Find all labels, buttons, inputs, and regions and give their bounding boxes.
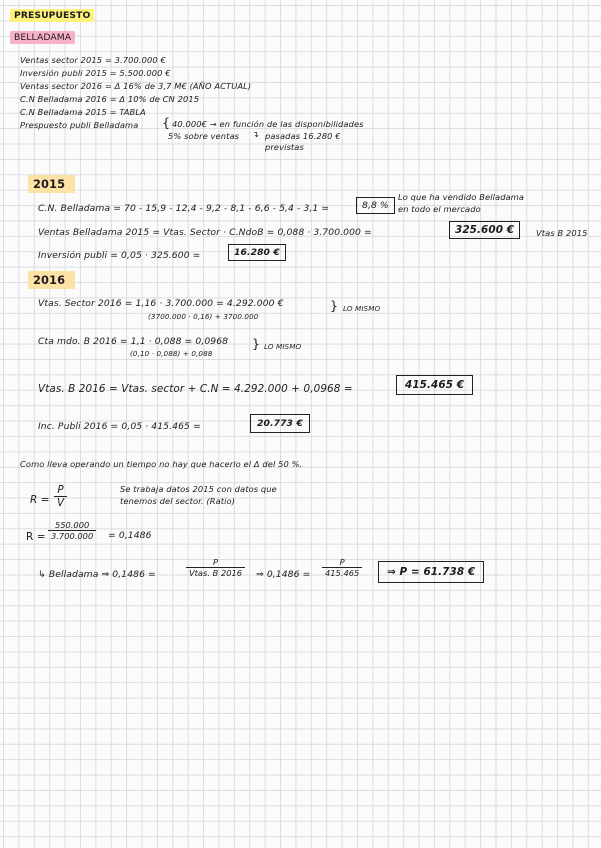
- data-line-4: C.N Belladama 2016 = Δ 10% de CN 2015: [20, 94, 200, 104]
- inc-publi-2016-result: 20.773 €: [250, 418, 310, 429]
- final-result: ⇒ P = 61.738 €: [378, 566, 484, 578]
- cn-note-1: Lo que ha vendido Belladama: [398, 192, 525, 202]
- cn-2016-sub: (0,10 · 0,088) + 0,088: [130, 349, 213, 358]
- calc-result: = 0,1486: [108, 530, 152, 541]
- final-denominator-2: 415.465: [325, 568, 360, 578]
- final-fraction-2: [322, 557, 362, 578]
- data-line-6: Prespuesto publi Belladama: [20, 120, 139, 130]
- final-prefix: ↳ Belladama ⇒ 0,1486 =: [38, 569, 156, 580]
- calc-denominator: 3.700.000: [51, 531, 94, 541]
- r-numerator: P: [54, 484, 67, 497]
- data-line-2: Inversión publi 2015 = 5.500.000 €: [20, 68, 171, 78]
- r-label: R =: [30, 494, 50, 506]
- cn-2016-formula: Cta mdo. B 2016 = 1,1 · 0,088 = 0,0968: [38, 336, 229, 347]
- page-title: PRESUPUESTO: [10, 10, 94, 21]
- final-denominator-1: Vtas. B 2016: [189, 568, 243, 578]
- r-denominator: V: [57, 497, 65, 509]
- calc-fraction: [48, 520, 96, 541]
- budget-note-line2: 5% sobre ventas: [168, 131, 240, 141]
- sector-2016-note: LO MISMO: [343, 304, 381, 313]
- sales-2015-formula: Ventas Belladama 2015 = Vtas. Sector · C.NdoB = 0,088 · 3.700.000 =: [38, 227, 372, 238]
- vtas-2016-formula: Vtas. B 2016 = Vtas. sector + C.N = 4.292.000 + 0,0968 =: [38, 383, 353, 395]
- vtas-2016-result: 415.465 €: [396, 379, 473, 391]
- ratio-statement: Como lleva operando un tiempo no hay que hacerlo el Δ del 50 %.: [20, 459, 303, 469]
- brace-icon: }: [330, 298, 339, 313]
- section-2015-heading: 2015: [28, 177, 75, 191]
- invest-2015-result: 16.280 €: [228, 247, 286, 258]
- sector-2016-sub: (3700.000 · 0,16) + 3700.000: [148, 312, 259, 321]
- company-subtitle: BELLADAMA: [10, 32, 75, 43]
- cn-2015-formula: C.N. Belladama = 70 - 15,9 - 12,4 - 9,2 - 8,1 - 6,6 - 5,4 - 3,1 =: [38, 203, 330, 214]
- sales-2015-result: 325.600 €: [449, 224, 520, 236]
- data-line-1: Ventas sector 2015 = 3.700.000 €: [20, 55, 166, 65]
- r-note-2: tenemos del sector. (Ratio): [120, 496, 236, 506]
- budget-note-line3a: pasadas 16.280 €: [265, 131, 341, 141]
- cn-note-2: en todo el mercado: [398, 204, 481, 214]
- final-numerator-1: P: [186, 557, 245, 568]
- cn-2015-result: 8,8 %: [356, 200, 395, 211]
- data-line-5: C.N Belladama 2015 = TABLA: [20, 107, 146, 117]
- cn-2016-note: LO MISMO: [264, 342, 302, 351]
- calc-numerator: 550.000: [48, 520, 96, 531]
- budget-note-line1: 40.000€ → en función de las disponibilidades: [172, 119, 364, 129]
- r-note-1: Se trabaja datos 2015 con datos que: [120, 484, 277, 494]
- sales-2015-tag: Vtas B 2015: [536, 228, 588, 238]
- data-line-3: Ventas sector 2016 = Δ 16% de 3,7 M€ (AÑO ACTUAL): [20, 81, 252, 91]
- arrow-icon: ↴: [252, 129, 260, 139]
- inc-publi-2016-formula: Inc. Publi 2016 = 0,05 · 415.465 =: [38, 421, 201, 432]
- brace-icon: {: [162, 115, 171, 130]
- section-2016-heading: 2016: [28, 273, 75, 287]
- final-mid: ⇒ 0,1486 =: [256, 569, 311, 580]
- r-fraction: [54, 484, 67, 509]
- final-fraction-1: [186, 557, 245, 578]
- r-label-2: R =: [26, 531, 46, 543]
- brace-icon: }: [252, 336, 261, 351]
- final-numerator-2: P: [322, 557, 362, 568]
- invest-2015-formula: Inversión publi = 0,05 · 325.600 =: [38, 250, 201, 261]
- sector-2016-formula: Vtas. Sector 2016 = 1,16 · 3.700.000 = 4.292.000 €: [38, 298, 284, 309]
- budget-note-line3b: previstas: [265, 142, 304, 152]
